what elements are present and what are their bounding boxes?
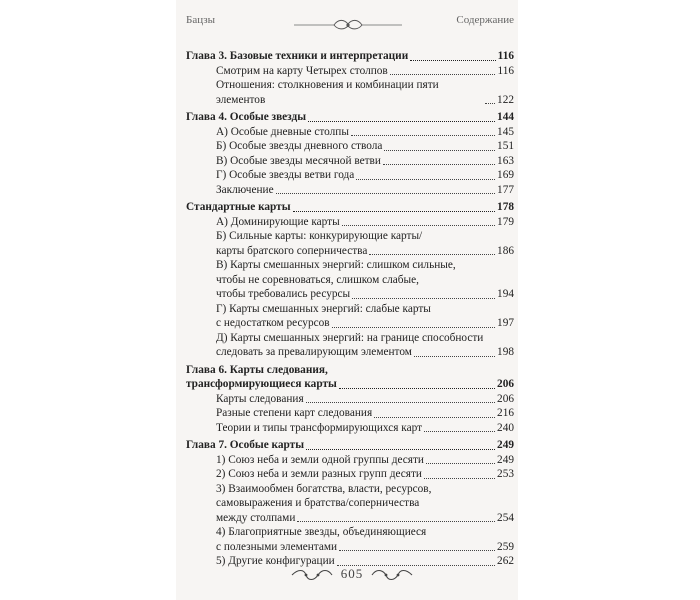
- dot-leader: [306, 402, 495, 403]
- toc-section-entry: [186, 345, 514, 360]
- toc-entry-title: 1) Союз неба и земли одной группы десяти: [216, 453, 424, 466]
- page-footer: [0, 566, 700, 586]
- toc-chapter-entry: [186, 377, 514, 392]
- toc-entry-title: Заключение: [216, 183, 274, 196]
- toc-entry-title: Г) Карты смешанных энергий: слабые карты: [216, 302, 431, 315]
- toc-entry-title: 2) Союз неба и земли разных групп десяти: [216, 468, 422, 480]
- toc-page-number: 216: [497, 407, 514, 419]
- toc-entry-title: Д) Карты смешанных энергий: на границе способности: [216, 331, 484, 344]
- toc-page-number: 262: [497, 555, 514, 567]
- toc-entry-title: между столпами: [216, 511, 296, 524]
- toc-entry-title: следовать за превалирующим элементом: [216, 346, 412, 358]
- toc-entry-title: Б) Особые звезды дневного ствола: [216, 140, 383, 152]
- toc-entry-title: Б) Сильные карты: конкурирующие карты/: [216, 230, 423, 242]
- toc-section-entry: [186, 244, 514, 259]
- toc-section-entry: [186, 168, 514, 183]
- toc-section-entry: [186, 421, 514, 436]
- toc-section-entry: [186, 78, 514, 107]
- toc-page-number: 254: [497, 511, 514, 524]
- toc-section-entry: [186, 215, 514, 230]
- dot-leader: [356, 179, 495, 180]
- toc-entry-title: Глава 3. Базовые техники и интерпретации: [186, 50, 409, 62]
- dot-leader: [374, 417, 495, 418]
- toc-page-number: 249: [497, 453, 514, 466]
- toc-entry-title: с полезными элементами: [216, 540, 338, 553]
- toc-entry-title: самовыражения и братства/соперничества: [216, 497, 420, 509]
- toc-entry-title: Глава 7. Особые карты: [186, 439, 305, 451]
- toc-section-entry: [186, 496, 514, 511]
- footer-ornament-left-icon: [290, 569, 334, 581]
- toc-entry-title: 4) Благоприятные звезды, объединяющиеся: [216, 526, 427, 538]
- toc-page-number: 197: [497, 317, 514, 329]
- toc-entry-title: чтобы требовались ресурсы: [216, 288, 351, 300]
- toc-section-entry: [186, 64, 514, 79]
- toc-page-number: 178: [497, 201, 514, 213]
- toc-section-entry: [186, 139, 514, 154]
- toc-entry-title: В) Карты смешанных энергий: слишком сильные,: [216, 259, 456, 271]
- toc-entry-title: А) Доминирующие карты: [216, 215, 340, 228]
- dot-leader: [308, 121, 495, 122]
- dot-leader: [293, 211, 495, 212]
- toc-page-number: 206: [497, 378, 514, 390]
- toc-page-number: 116: [497, 50, 514, 62]
- toc-page-number: 144: [497, 111, 514, 123]
- toc-entry-title: Теории и типы трансформирующихся карт: [216, 421, 423, 434]
- dot-leader: [306, 449, 495, 450]
- toc-entry-title: Разные степени карт следования: [216, 407, 373, 419]
- toc-page-number: 206: [497, 392, 514, 405]
- toc-entry-title: Карты следования: [216, 392, 304, 405]
- toc-entry-title: 5) Другие конфигурации: [216, 555, 335, 567]
- toc-entry-title: Г) Особые звезды ветви года: [216, 169, 355, 181]
- toc-page-number: 249: [497, 439, 514, 451]
- header-ornament-icon: [294, 16, 402, 32]
- dot-leader: [390, 74, 496, 75]
- toc-section-entry: [186, 406, 514, 421]
- toc-section-entry: [186, 258, 514, 273]
- toc-page-number: 116: [497, 64, 514, 77]
- dot-leader: [426, 463, 495, 464]
- dot-leader: [352, 298, 495, 299]
- toc-section-entry: [186, 316, 514, 331]
- toc-entry-title: Глава 4. Особые звезды: [186, 111, 307, 123]
- toc-entry-title: трансформирующиеся карты: [186, 378, 337, 390]
- toc-section-entry: [186, 273, 514, 288]
- toc-page-number: 194: [497, 288, 514, 300]
- dot-leader: [332, 327, 495, 328]
- toc-entry-title: Стандартные карты: [186, 201, 291, 213]
- toc-section-entry: [186, 125, 514, 140]
- toc-page-number: 240: [497, 421, 514, 434]
- toc-page-number: 145: [497, 125, 514, 138]
- toc-section-entry: [186, 540, 514, 555]
- footer-ornament-right-icon: [370, 569, 414, 581]
- dot-leader: [383, 164, 495, 165]
- toc-section-entry: [186, 482, 514, 497]
- toc-page-number: 259: [497, 540, 514, 553]
- table-of-contents: [186, 46, 514, 569]
- toc-entry-title: Отношения: столкновения и комбинации пяти элементов: [216, 79, 439, 106]
- toc-section-entry: [186, 302, 514, 317]
- toc-entry-title: А) Особые дневные столпы: [216, 125, 349, 138]
- dot-leader: [410, 60, 495, 61]
- dot-leader: [351, 135, 495, 136]
- dot-leader: [339, 550, 495, 551]
- toc-entry-title: чтобы не соревноваться, слишком слабые,: [216, 273, 419, 286]
- toc-chapter-entry: [186, 200, 514, 215]
- dot-leader: [369, 254, 495, 255]
- toc-section-entry: [186, 331, 514, 346]
- header-book-title: Бацзы: [186, 14, 215, 26]
- toc-entry-title: 3) Взаимообмен богатства, власти, ресурсов,: [216, 482, 432, 495]
- toc-page-number: 163: [497, 154, 514, 167]
- toc-entry-title: карты братского соперничества: [216, 244, 368, 257]
- dot-leader: [485, 103, 495, 104]
- toc-chapter-entry: [186, 49, 514, 64]
- toc-section-entry: [186, 183, 514, 198]
- toc-chapter-entry: [186, 110, 514, 125]
- toc-section-entry: [186, 154, 514, 169]
- dot-leader: [276, 193, 495, 194]
- toc-page-number: 169: [497, 169, 514, 181]
- toc-chapter-entry: [186, 438, 514, 453]
- dot-leader: [384, 150, 495, 151]
- dot-leader: [342, 225, 495, 226]
- toc-section-entry: [186, 453, 514, 468]
- toc-section-entry: [186, 287, 514, 302]
- toc-section-entry: [186, 229, 514, 244]
- toc-entry-title: с недостатком ресурсов: [216, 317, 330, 329]
- toc-page-number: 179: [497, 215, 514, 228]
- running-header: [186, 14, 514, 34]
- toc-page-number: 186: [497, 244, 514, 257]
- dot-leader: [339, 388, 495, 389]
- toc-section-entry: [186, 467, 514, 482]
- toc-page-number: 122: [497, 93, 514, 106]
- page-number: 605: [340, 566, 364, 581]
- toc-entry-title: Глава 6. Карты следования,: [186, 363, 328, 376]
- toc-page-number: 151: [497, 140, 514, 152]
- toc-section-entry: [186, 511, 514, 526]
- toc-entry-title: В) Особые звезды месячной ветви: [216, 154, 381, 167]
- dot-leader: [297, 521, 495, 522]
- dot-leader: [424, 478, 495, 479]
- toc-page-number: 177: [497, 183, 514, 196]
- toc-section-entry: [186, 392, 514, 407]
- toc-page-number: 198: [497, 346, 514, 358]
- header-section-title: Содержание: [456, 14, 514, 26]
- dot-leader: [424, 431, 495, 432]
- toc-entry-title: Смотрим на карту Четырех столпов: [216, 64, 388, 77]
- toc-chapter-entry: [186, 363, 514, 378]
- toc-page-number: 253: [497, 468, 514, 480]
- dot-leader: [414, 356, 495, 357]
- toc-section-entry: [186, 525, 514, 540]
